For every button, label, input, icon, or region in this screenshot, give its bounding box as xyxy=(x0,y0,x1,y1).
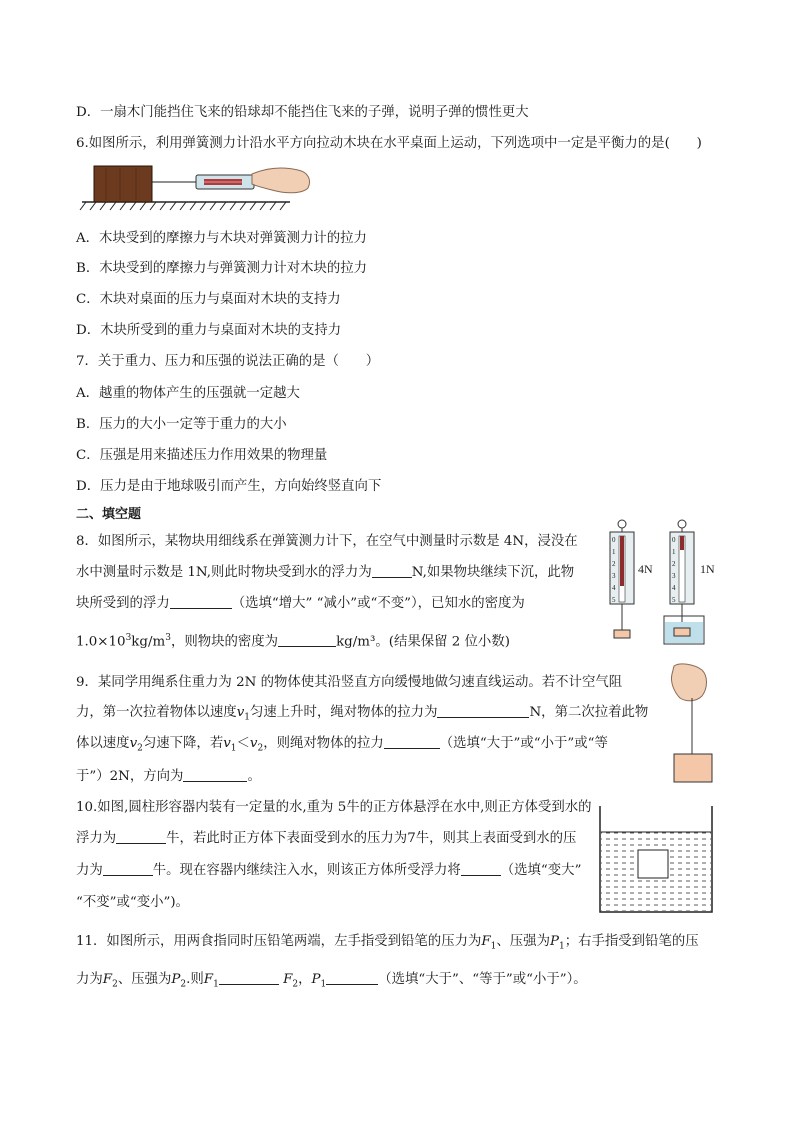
tick-label: 2 xyxy=(612,560,616,568)
q11-text: P xyxy=(311,972,321,987)
q9-text: 力，第一次拉着物体以速度 xyxy=(76,705,237,720)
q8-blank-density[interactable] xyxy=(278,632,336,647)
q7-option-d: D．压力是由于地球吸引而产生，方向始终竖直向下 xyxy=(76,479,382,494)
hand-icon xyxy=(671,664,706,701)
q6-option-a: A．木块受到的摩擦力与木块对弹簧测力计的拉力 xyxy=(76,231,367,246)
q10-blank-buoyancy[interactable] xyxy=(116,829,166,844)
tick-label: 1 xyxy=(612,548,616,556)
q9-text: 于”）2N，方向为 xyxy=(76,769,184,784)
tick-label: 3 xyxy=(672,572,676,580)
q6-option-b: B．木块受到的摩擦力与弹簧测力计对木块的拉力 xyxy=(76,261,368,276)
q11-text: 、压强为 xyxy=(496,934,550,949)
q6-option-c: C．木块对桌面的压力与桌面对木块的支持力 xyxy=(76,292,341,307)
q11-text: ；右手指受到铅笔的压 xyxy=(564,934,699,949)
q11-text: 1 xyxy=(320,979,327,990)
q10-text: 浮力为 xyxy=(76,831,117,846)
q9-line4 xyxy=(76,767,261,787)
q11-blank-pressure[interactable] xyxy=(326,970,378,985)
q9-figure xyxy=(668,662,718,784)
q8-line2 xyxy=(76,563,574,583)
q9-text: 1 xyxy=(244,712,250,723)
q8-text: 3 xyxy=(125,633,132,643)
q9-text: v xyxy=(129,736,138,751)
suspended-cube xyxy=(638,850,668,878)
q10-figure xyxy=(598,806,714,914)
q6-option-d: D．木块所受到的重力与桌面对木块的支持力 xyxy=(76,323,342,338)
q10-line3 xyxy=(76,861,581,881)
q9-text: v xyxy=(249,736,258,751)
q6-stem: 6.如图所示，利用弹簧测力计沿水平方向拉动木块在水平桌面上运动，下列选项中一定是平衡力的是( ) xyxy=(76,136,702,151)
q11-text: P xyxy=(171,972,181,987)
spring-scale-water xyxy=(664,520,715,644)
q8-text: 水中测量时示数是 1N,则此时物块受到水的浮力为 xyxy=(76,565,372,580)
q8-text: 块所受到的浮力 xyxy=(76,596,170,611)
q11-text: F xyxy=(283,972,293,987)
q9-text: 体以速度 xyxy=(76,736,130,751)
q9-text: N，第二次拉着此物 xyxy=(529,705,649,720)
q9-text: 1 xyxy=(230,743,237,754)
q11-text: .则 xyxy=(186,972,204,987)
q11-text: 力为 xyxy=(76,972,103,987)
hand-icon xyxy=(252,168,310,193)
q9-line2 xyxy=(76,703,648,728)
q9-text: 匀速上升时，绳对物体的拉力为 xyxy=(250,705,438,720)
reading-label-air: 4N xyxy=(638,562,653,576)
q9-text: 匀速下降，若 xyxy=(142,736,224,751)
q11-line2 xyxy=(76,970,587,995)
q5-option-d: D．一扇木门能挡住飞来的铅球却不能挡住飞来的子弹，说明子弹的惯性更大 xyxy=(76,105,529,120)
tick-label: 1 xyxy=(672,548,676,556)
tick-label: 4 xyxy=(612,584,616,592)
q10-blank-top-force[interactable] xyxy=(103,861,153,876)
q6-figure xyxy=(76,160,316,216)
q8-text: kg/m xyxy=(131,634,166,650)
tick-label: 0 xyxy=(612,536,616,544)
q11-text: 1 xyxy=(213,979,219,990)
q11-text: F xyxy=(481,934,491,949)
q9-text: v xyxy=(236,705,245,720)
q9-text: 2 xyxy=(257,743,264,754)
q10-text: 牛，若此时正方体下表面受到水的压力为7牛，则其上表面受到水的压 xyxy=(166,831,577,846)
hatched-table xyxy=(80,202,290,210)
q11-text: ， xyxy=(298,972,312,987)
q9-blank-compare[interactable] xyxy=(384,734,440,749)
q8-figure xyxy=(600,518,730,648)
q11-text: F xyxy=(102,972,113,987)
q11-text: 11．如图所示，用两食指同时压铅笔两端，左手指受到铅笔的压力为 xyxy=(76,934,482,949)
q11-text: P xyxy=(549,934,559,949)
q9-line1: 9．某同学用绳系住重力为 2N 的物体使其沿竖直方向缓慢地做匀速直线运动。若不计空气阻 xyxy=(76,675,623,690)
q10-line4: “不变”或“变小”)。 xyxy=(76,895,189,910)
q8-text: ，则物块的密度为 xyxy=(170,634,279,650)
section-title: 二、填空题 xyxy=(76,507,142,522)
q11-text: 2 xyxy=(292,979,299,990)
q9-text: ＜ xyxy=(236,736,250,751)
q10-line2 xyxy=(76,829,576,849)
q8-blank-change[interactable] xyxy=(170,594,232,609)
q11-blank-force[interactable] xyxy=(219,970,279,985)
q8-line3 xyxy=(76,594,525,614)
q9-text: ，则绳对物体的拉力 xyxy=(263,736,384,751)
q11-text: 、压强为 xyxy=(117,972,172,987)
tick-label: 0 xyxy=(672,536,676,544)
hanging-object xyxy=(674,754,712,782)
q9-text: （选填“大于”或“小于”或“等 xyxy=(439,736,608,751)
tick-label: 5 xyxy=(672,596,676,604)
q11-line1 xyxy=(76,932,699,957)
q9-text: 2 xyxy=(137,743,143,754)
spring-scale-air xyxy=(610,520,653,638)
q10-text: 力为 xyxy=(76,863,103,878)
q11-text: 1 xyxy=(558,941,565,952)
reading-label-water: 1N xyxy=(700,562,715,576)
tick-label: 5 xyxy=(612,596,616,604)
q8-line1: 8．如图所示，某物块用细线系在弹簧测力计下，在空气中测量时示数是 4N，浸没在 xyxy=(76,534,578,549)
q7-option-c: C．压强是用来描述压力作用效果的物理量 xyxy=(76,448,328,463)
q11-text: 2 xyxy=(112,979,118,990)
q7-option-b: B．压力的大小一定等于重力的大小 xyxy=(76,417,287,432)
q10-text: （选填“变大” xyxy=(500,863,582,878)
q8-text: N,如果物块继续下沉，此物 xyxy=(411,565,575,580)
q8-text: 1.0×10 xyxy=(76,634,126,650)
q8-text: （选填“增大” “减小”或“不变”），已知水的密度为 xyxy=(231,596,525,611)
q9-line3 xyxy=(76,734,608,759)
q8-text: 3 xyxy=(165,633,171,643)
q10-line1: 10.如图,圆柱形容器内装有一定量的水,重为 5牛的正方体悬浮在水中,则正方体受到水的 xyxy=(76,800,592,815)
q10-blank-change[interactable] xyxy=(461,861,501,876)
q7-stem: 7．关于重力、压力和压强的说法正确的是（ ） xyxy=(76,354,380,369)
q11-text: F xyxy=(203,972,214,987)
q7-option-a: A．越重的物体产生的压强就一定越大 xyxy=(76,386,300,401)
q8-text: kg/m³。(结果保留 2 位小数) xyxy=(336,634,510,650)
q9-blank-tension[interactable] xyxy=(437,703,529,718)
q8-blank-buoyancy[interactable] xyxy=(372,563,412,578)
spring-scale-horizontal xyxy=(196,175,254,189)
tick-label: 4 xyxy=(672,584,676,592)
q10-text: 牛。现在容器内继续注入水，则该正方体所受浮力将 xyxy=(152,863,461,878)
q9-blank-direction[interactable] xyxy=(183,767,247,782)
q9-text: v xyxy=(223,736,231,751)
q8-line4 xyxy=(76,628,510,652)
q11-text: （选填“大于”、“等于”或“小于”）。 xyxy=(378,972,587,987)
q9-text: 。 xyxy=(247,769,261,784)
tick-label: 2 xyxy=(672,560,676,568)
q11-text: 1 xyxy=(490,941,497,952)
tick-label: 3 xyxy=(612,572,616,580)
q11-text: 2 xyxy=(180,979,187,990)
wood-block xyxy=(94,166,152,202)
